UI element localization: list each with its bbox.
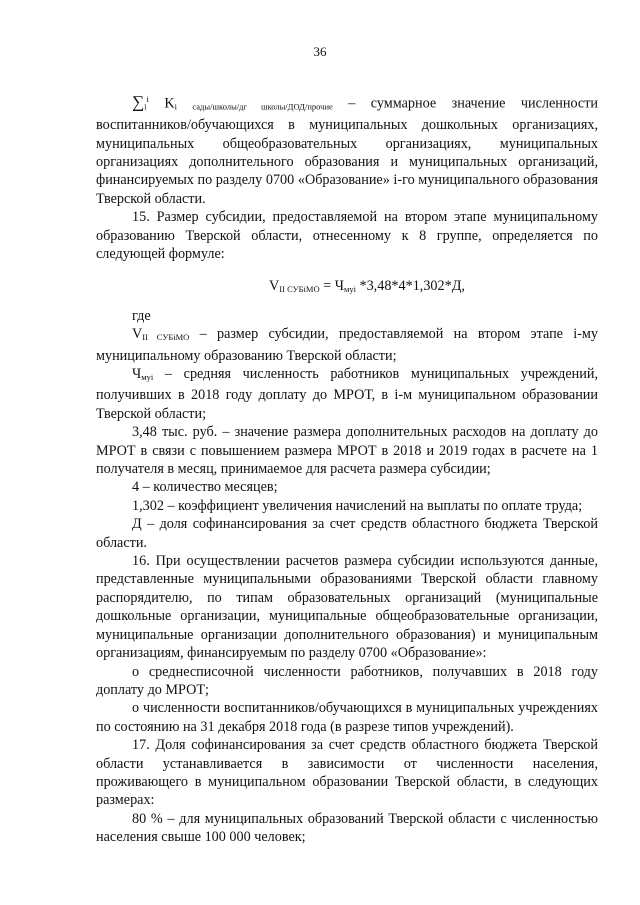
paragraph-sum-definition — [96, 90, 598, 208]
formula — [96, 277, 598, 298]
formula-v: V — [269, 278, 280, 295]
def-ch-symbol: Ч — [132, 366, 142, 383]
paragraph-17: 17. Доля софинансирования за счет средств областного бюджета Тверской области устанавливается в зависимости от численности населения, проживающего в муниципальном образовании Тверской области, в следующих размерах: — [96, 737, 598, 809]
sigma-symbol: ∑ — [132, 92, 145, 112]
definition-1302: 1,302 – коэффициент увеличения начислений на выплаты по оплате труда; — [132, 497, 583, 514]
k-symbol: K — [164, 95, 175, 112]
formula-rest: *3,48*4*1,302*Д, — [355, 278, 465, 295]
formula-ch-subscript: муi — [343, 284, 356, 295]
paragraph-17-item-a: 80 % – для муниципальных образований Тверской области с численностью населения свыше 100 000 человек; — [96, 810, 598, 846]
definition-4: 4 – количество месяцев; — [132, 479, 278, 496]
paragraph-15: 15. Размер субсидии, предоставляемой на втором этапе муниципальному образованию Тверской области, отнесенному к 8 группе, определяется по следующей формуле: — [96, 209, 598, 262]
def-ch-text: – средняя численность работников муниципальных учреждений, получивших в 2018 году доплату до МРОТ, в i-м муниципальном образовании Тверской области; — [96, 366, 598, 422]
k-subscript-text: сады/школы/дг школы/ДОД/прочие — [192, 101, 333, 112]
formula-v-subscript: II СУБiМО — [279, 284, 320, 295]
where-label: где — [132, 307, 151, 324]
definition-v — [96, 325, 598, 365]
sigma-superscript: i — [146, 94, 149, 104]
k-index: i — [174, 101, 177, 112]
definition-ch — [96, 365, 598, 423]
page-number: 36 — [313, 44, 327, 59]
sigma-subscript: i — [144, 101, 147, 112]
def-ch-subscript: муi — [141, 372, 154, 383]
paragraph-16-item-a: о среднесписочной численности работников, получавших в 2018 году доплату до МРОТ; — [96, 663, 598, 698]
document-body — [96, 90, 598, 847]
def-v-symbol: V — [132, 326, 143, 343]
sum-definition-text: – суммарное значение численности воспитанников/обучающихся в муниципальных дошкольных организациях, муниципальных общеобразовательных организациях, муниципальных организациях дополнительного образования и муниципальных организаций, финансируемых по разделу 0700 «Образование» i-го муниципального образования Тверской области. — [96, 95, 599, 207]
definition-d: Д – доля софинансирования за счет средств областного бюджета Тверской области. — [96, 516, 598, 551]
paragraph-16-item-b: о численности воспитанников/обучающихся в муниципальных учреждениях по состоянию на 31 декабря 2018 года (в разрезе типов учреждений). — [96, 700, 598, 735]
definition-348: 3,48 тыс. руб. – значение размера дополнительных расходов на доплату до МРОТ в связи с повышением размера МРОТ в 2018 и 2019 годах в расчете на 1 получателя в месяц, принимаемое для расчета размера субсидии; — [96, 424, 598, 478]
paragraph-16: 16. При осуществлении расчетов размера субсидии используются данные, представленные муниципальными образованиями Тверской области главному распорядителю, по типам образовательных организаций (муниципальные дошкольные организации, муниципальные общеобразовательные организации, муниципальные организации дополнительного образования) и муниципальным организациям, финансируемым по разделу 0700 «Образование»: — [96, 553, 598, 662]
def-v-subscript: II СУБiМО — [142, 332, 190, 343]
def-v-text: – размер субсидии, предоставляемой на втором этапе i-му муниципальному образованию Тверской области; — [96, 326, 598, 364]
formula-eq: = Ч — [319, 278, 344, 295]
